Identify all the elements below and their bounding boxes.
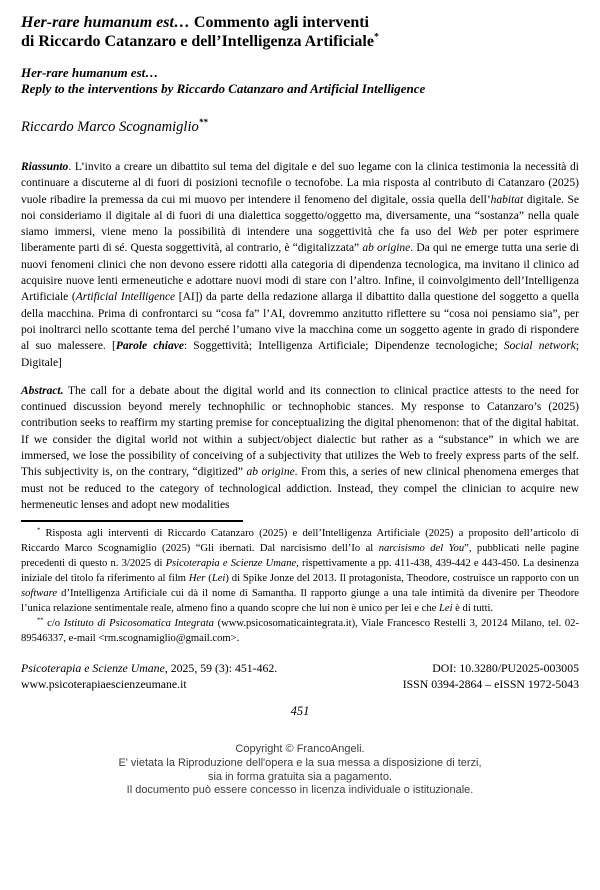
abstract-english: Abstract. The call for a debate about the digital world and its connection to clinical practice attests to the need for continued discussion beyond merely technophilic or technophobic stances. My response to Catanzaro’s (2025) contribution seeks to reaffirm my starting premise for conceptualizing the digital phenomenon: that of the digital habitat. If we consider the digital world not within a subject/object dialectic but rather as a “substance” in which we are immersed, we lose the possibility of conceiving of a subjectivity that utilizes the Web to freely express parts of the self. This subjectivity is, on the contrary, “digitized” ab origine. From this, a series of new clinical phenomena emerges that must not be reduced to the category of technological addiction. Instead, they compel the clinician to acquire new hermeneutic lenses and adopt new modalities xyxy=(21,384,579,511)
copyright-line-2: E' vietata la Riproduzione dell'opera e la sua messa a disposizione di terzi, xyxy=(118,757,482,770)
author-name: Riccardo Marco Scognamiglio** xyxy=(21,117,208,135)
copyright-line-1: Copyright © FrancoAngeli. xyxy=(235,743,365,756)
english-title-line-2: Reply to the interventions by Riccardo Catanzaro and Artificial Intelligence xyxy=(21,80,426,96)
journal-citation: Psicoterapia e Scienze Umane, 2025, 59 (3): 451-462. xyxy=(21,661,278,676)
copyright-notice xyxy=(21,743,579,797)
page-number: 451 xyxy=(290,704,310,719)
footnote-article-note: * Risposta agli interventi di Riccardo Catanzaro (2025) e dell’Intelligenza Artificiale (2025) a proposito dell’articolo di Riccardo Marco Scognamiglio (2025) “Gli ibernati. Dal narcisismo dell’Io al narcisismo del You”, pubblicati nelle pagine precedenti di questo n. 3/2025 di Psicoterapia e Scienze Umane, rispettivamente a pp. 411-438, 439-442 e 443-450. La desinenza iniziale del titolo fa riferimento al film Her (Lei) di Spike Jonze del 2013. Il protagonista, Theodore, costruisce un rapporto con un software d’Intelligenza Artificiale cui dà il nome di Samantha. Il rapporto giunge a una tale intimità da divenire per Theodore l’unica relazione sentimentale reale, almeno fino a quando scopre che lui non è unico per lei e che Lei è di tutti. xyxy=(21,526,579,614)
footnote-separator-rule xyxy=(21,520,243,522)
journal-issn: ISSN 0394-2864 – eISSN 1972-5043 xyxy=(402,676,579,691)
copyright-line-4: Il documento può essere concesso in licenza individuale o istituzionale. xyxy=(126,784,474,797)
english-title xyxy=(21,65,579,96)
title-line-1: Her-rare humanum est… Commento agli interventi xyxy=(21,14,369,31)
english-title-line-1: Her-rare humanum est… xyxy=(21,65,159,80)
title-line-2: di Riccardo Catanzaro e dell’Intelligenza Artificiale* xyxy=(21,31,379,50)
journal-row-2 xyxy=(21,677,579,693)
abstract-italian: Riassunto. L’invito a creare un dibattito sul tema del digitale e del suo legame con la clinica testimonia la necessità di continuare a discuterne al di fuori di posizioni tecnofile o tecnofobe. La mia risposta al contributo di Catanzaro (2025) vuole ribadire la premessa da cui mi muovo per intendere il fenomeno del digitale, ossia quella dell’habitat digitale. Se noi consideriamo il digitale al di fuori di una dialettica soggetto/oggetto ma, diversamente, una “sostanza” nella quale siamo immersi, viene meno la possibilità di intendere una soggettività che fa uso del Web per poter esprimere liberamente parti di sé. Questa soggettività, al contrario, è “digitalizzata” ab origine. Da qui ne emerge tutta una serie di nuovi fenomeni clinici che non devono essere ridotti alla categoria di dipendenza tecnologica, ma invitano il clinico ad acquisire nuove lenti ermeneutiche e adottare nuovi modi di stare con l’altro. Infine, il coinvolgimento dell’Intelligenza Artificiale (Artificial Intelligence [AI]) da parte della redazione allarga il dibattito dalla questione del soggetto a quella della macchina. Prima di confrontarci su “cosa fa” l’AI, dovremmo anzitutto riflettere su “cosa noi pensiamo sia”, per poi inoltrarci nello scottante tema del perché l’umano vive la macchina come un soggetto agente in grado di rispondere al suo malessere. [Parole chiave: Soggettività; Intelligenza Artificiale; Dipendenze tecnologiche; Social network; Digitale] xyxy=(21,161,580,369)
page-title xyxy=(21,13,579,51)
footnote-author-affiliation: ** c/o Istituto di Psicosomatica Integrata (www.psicosomaticaintegrata.it), Viale Francesco Restelli 3, 20124 Milano, tel. 02-89546337, e-mail <rm.scognamiglio@gmail.com>. xyxy=(21,616,579,644)
journal-website: www.psicoterapiaescienzeumane.it xyxy=(21,676,187,691)
copyright-line-3: sia in forma gratuita sia a pagamento. xyxy=(207,770,393,783)
journal-row-1 xyxy=(21,661,579,677)
journal-doi: DOI: 10.3280/PU2025-003005 xyxy=(432,661,579,676)
journal-info-block xyxy=(21,661,579,692)
